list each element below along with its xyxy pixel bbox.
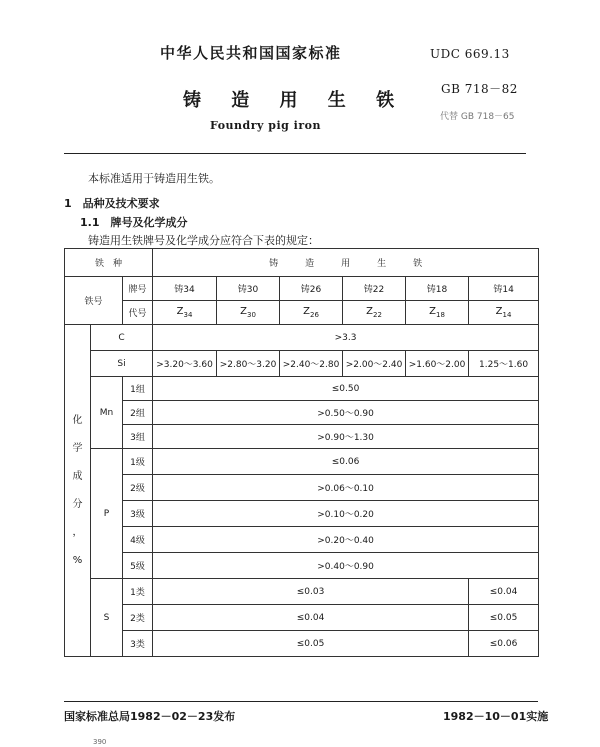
- iron-type-label: 铁 种: [65, 249, 153, 277]
- code-label: 代号: [123, 301, 153, 325]
- code-cell: $Z_{18}$: [406, 301, 469, 325]
- brand-cell: 铸26: [280, 277, 343, 301]
- s-class-value-last: ≤0.06: [469, 631, 539, 657]
- iron-type-value: 铸 造 用 生 铁: [153, 249, 539, 277]
- implementation-date: 1982－10－01实施: [443, 710, 549, 723]
- brand-cell: 铸18: [406, 277, 469, 301]
- mn-group-value: >0.50～0.90: [153, 401, 539, 425]
- section-heading-1: 1 品种及技术要求: [64, 197, 160, 210]
- document-title: 铸 造 用 生 铁: [183, 90, 407, 111]
- footer-divider: [64, 701, 538, 702]
- mn-group-label: 2组: [123, 401, 153, 425]
- mn-group-label: 1组: [123, 377, 153, 401]
- brand-cell: 铸14: [469, 277, 539, 301]
- code-cell: $Z_{22}$: [343, 301, 406, 325]
- brand-cell: 铸22: [343, 277, 406, 301]
- replaces-note: 代替 GB 718－65: [440, 112, 515, 122]
- silicon-value: >2.80～3.20: [217, 351, 280, 377]
- silicon-value: >3.20～3.60: [153, 351, 217, 377]
- p-grade-value: >0.10～0.20: [153, 501, 539, 527]
- s-class-value-last: ≤0.04: [469, 579, 539, 605]
- page-number: 390: [93, 738, 107, 746]
- mn-group-value: ≤0.50: [153, 377, 539, 401]
- p-grade-label: 2级: [123, 475, 153, 501]
- mn-group-label: 3组: [123, 425, 153, 449]
- brand-label: 牌号: [123, 277, 153, 301]
- brand-cell: 铸34: [153, 277, 217, 301]
- p-grade-label: 1级: [123, 449, 153, 475]
- code-cell: $Z_{30}$: [217, 301, 280, 325]
- code-cell: $Z_{26}$: [280, 301, 343, 325]
- s-class-value: ≤0.05: [153, 631, 469, 657]
- code-cell: $Z_{34}$: [153, 301, 217, 325]
- phosphorus-label: P: [91, 449, 123, 579]
- header-divider: [64, 153, 526, 154]
- scope-paragraph: 本标准适用于铸造用生铁。: [88, 172, 220, 185]
- composition-table: [64, 248, 539, 657]
- sulfur-label: S: [91, 579, 123, 657]
- s-class-value: ≤0.03: [153, 579, 469, 605]
- section-heading-1-1: 1.1 牌号及化学成分: [80, 216, 188, 229]
- udc-number: UDC 669.13: [430, 47, 510, 61]
- s-class-label: 1类: [123, 579, 153, 605]
- carbon-label: C: [91, 325, 153, 351]
- grade-label: 铁号: [65, 277, 123, 325]
- p-grade-label: 5级: [123, 553, 153, 579]
- manganese-label: Mn: [91, 377, 123, 449]
- s-class-value-last: ≤0.05: [469, 605, 539, 631]
- p-grade-value: >0.06～0.10: [153, 475, 539, 501]
- issuing-organization: 中华人民共和国国家标准: [160, 44, 342, 62]
- standard-number: GB 718－82: [441, 82, 518, 96]
- silicon-value: >2.00～2.40: [343, 351, 406, 377]
- silicon-value: >2.40～2.80: [280, 351, 343, 377]
- mn-group-value: >0.90～1.30: [153, 425, 539, 449]
- issue-date: 国家标准总局1982－02－23发布: [64, 710, 236, 723]
- silicon-label: Si: [91, 351, 153, 377]
- p-grade-value: >0.40～0.90: [153, 553, 539, 579]
- code-cell: $Z_{14}$: [469, 301, 539, 325]
- section-paragraph: 铸造用生铁牌号及化学成分应符合下表的规定：: [88, 234, 319, 247]
- s-class-label: 3类: [123, 631, 153, 657]
- s-class-label: 2类: [123, 605, 153, 631]
- silicon-value: >1.60～2.00: [406, 351, 469, 377]
- brand-cell: 铸30: [217, 277, 280, 301]
- p-grade-value: ≤0.06: [153, 449, 539, 475]
- s-class-value: ≤0.04: [153, 605, 469, 631]
- p-grade-label: 4级: [123, 527, 153, 553]
- p-grade-label: 3级: [123, 501, 153, 527]
- document-subtitle-english: Foundry pig iron: [210, 119, 321, 132]
- p-grade-value: >0.20～0.40: [153, 527, 539, 553]
- chemical-composition-label: 化 学 成 分 ， %: [65, 325, 91, 657]
- carbon-value: >3.3: [153, 325, 539, 351]
- silicon-value: 1.25～1.60: [469, 351, 539, 377]
